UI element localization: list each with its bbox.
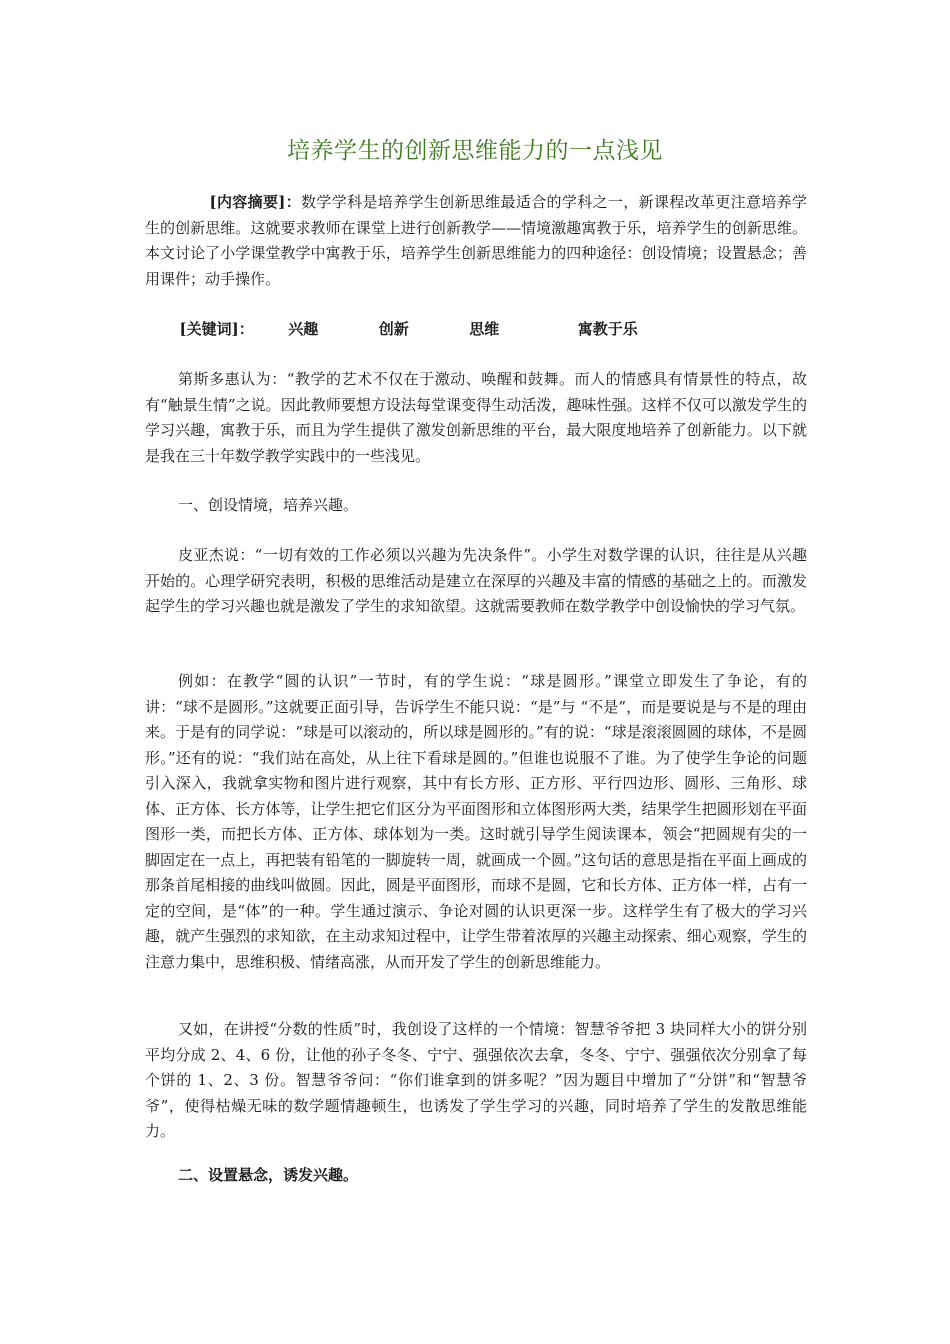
keyword-item: 兴趣	[288, 320, 319, 338]
keyword-item: 创新	[378, 320, 409, 338]
section-heading-1-text: 一、创设情境，培养兴趣。	[178, 496, 359, 514]
intro-paragraph: 第斯多惠认为：“教学的艺术不仅在于激动、唤醒和鼓舞。而人的情感具有情景性的特点，故有“触景生情”之说。因此教师要想方设法每堂课变得生动活泼，趣味性强。这样不仅可以激发学生的学习兴趣，寓教于乐，而且为学生提供了激发创新思维的平台，最大限度地培养了创新能力。以下就是我在三十年数学教学实践中的一些浅见。	[145, 370, 807, 465]
section-heading-1	[145, 493, 807, 519]
example2-section	[145, 1017, 807, 1145]
abstract-label: [内容摘要]：	[209, 193, 302, 211]
abstract-section	[145, 190, 807, 292]
piaget-paragraph: 皮亚杰说：“一切有效的工作必须以兴趣为先决条件”。小学生对数学课的认识，往往是从兴趣开始的。心理学研究表明，积极的思维活动是建立在深厚的兴趣及丰富的情感的基础之上的。而激发起学生的学习兴趣也就是激发了学生的求知欲望。这就需要教师在数学教学中创设愉快的学习气氛。	[145, 546, 807, 615]
abstract-text: 数学学科是培养学生创新思维最适合的学科之一，新课程改革更注意培养学生的创新思维。这就要求教师在课堂上进行创新教学——情境激趣寓教于乐，培养学生的创新思维。本文讨论了小学课堂教学中寓教于乐，培养学生创新思维能力的四种途径：创设情境；设置悬念；善用课件；动手操作。	[145, 193, 807, 288]
document-title: 培养学生的创新思维能力的一点浅见	[287, 138, 663, 164]
abstract-paragraph	[145, 190, 807, 292]
example1-section	[145, 669, 807, 975]
example2-paragraph: 又如，在讲授“分数的性质”时，我创设了这样的一个情境：智慧爷爷把 3 块同样大小的饼分别平均分成 2、4、6 份，让他的孙子冬冬、宁宁、强强依次去拿，冬冬、宁宁、强强依次分别拿了每个饼的 1、2、3 份。智慧爷爷问：“你们谁拿到的饼多呢？”因为题目中增加了“分饼”和“智慧爷爷”，使得枯燥无味的数学题情趣顿生，也诱发了学生学习的兴趣，同时培养了学生的发散思维能力。	[145, 1020, 807, 1140]
piaget-section	[145, 543, 807, 620]
section-heading-2-text: 二、设置悬念，诱发兴趣。	[178, 1166, 359, 1184]
example1-paragraph: 例如：在教学“圆的认识”一节时，有的学生说：“球是圆形。”课堂立即发生了争论，有的讲：“球不是圆形。”这就要正面引导，告诉学生不能只说：“是”与 “不是”，而是要说是与不是的理由来。于是有的同学说：“球是可以滚动的，所以球是圆形的。”有的说：“球是滚滚圆圆的球体，不是圆形。”还有的说：“我们站在高处，从上往下看球是圆的。”但谁也说服不了谁。为了使学生争论的问题引入深入，我就拿实物和图片进行观察，其中有长方形、正方形、平行四边形、圆形、三角形、球体、正方体、长方体等，让学生把它们区分为平面图形和立体图形两大类，结果学生把圆形划在平面图形一类，而把长方体、正方体、球体划为一类。这时就引导学生阅读课本，领会“把圆规有尖的一脚固定在一点上，再把装有铅笔的一脚旋转一周，就画成一个圆。”这句话的意思是指在平面上画成的那条首尾相接的曲线叫做圆。因此，圆是平面图形，而球不是圆，它和长方体、正方体一样，占有一定的空间，是“体”的一种。学生通过演示、争论对圆的认识更深一步。这样学生有了极大的学习兴趣，就产生强烈的求知欲，在主动求知过程中，让学生带着浓厚的兴趣主动探索、细心观察，学生的注意力集中，思维积极、情绪高涨，从而开发了学生的创新思维能力。	[145, 672, 807, 971]
intro-section	[145, 367, 807, 469]
keywords-paragraph	[145, 317, 807, 343]
keywords-label: [关键词]：	[179, 320, 254, 338]
keyword-item: 思维	[469, 320, 500, 338]
keyword-item: 寓教于乐	[577, 320, 638, 338]
keywords-section	[145, 317, 807, 343]
section-heading-2	[145, 1163, 807, 1189]
